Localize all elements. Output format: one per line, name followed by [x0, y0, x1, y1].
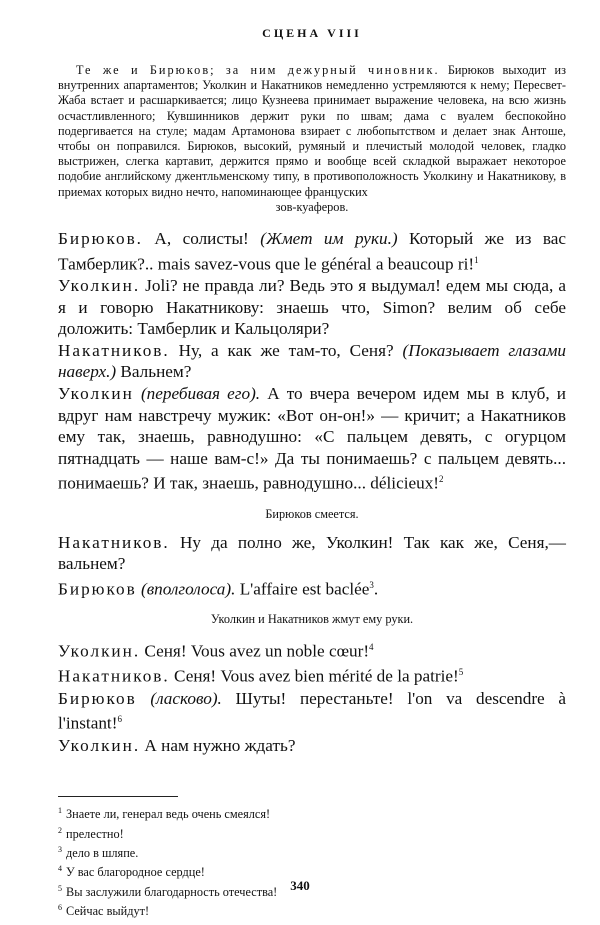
stage-direction-lead: Те же и Бирюков; за ним дежурный чиновник. — [76, 63, 440, 77]
footnote-divider — [58, 796, 178, 797]
speech-line — [58, 228, 566, 275]
footnote-ref: 3 — [369, 579, 374, 590]
speech-text: . — [373, 579, 379, 599]
speech-text: Сеня! Vous avez un noble cœur! — [140, 641, 370, 661]
speech-line — [58, 662, 566, 687]
speech-text — [137, 689, 151, 708]
footnote — [58, 823, 566, 842]
speaker-name: Уколкин. — [58, 735, 141, 755]
speech-line — [58, 688, 566, 735]
speech-text: А то вчера вечером идем мы в клуб, и вдруг нам навстречу мужик: «Вот он-он!» — кричит; а Накатников ему так, знаешь, равнодушно: «С пальцем девять, с огурцом пятнадцать — наше вам-с!» Да ты понимаешь? с пальцем девять... понимаешь? И так, знаешь, равнодушно... délicieux! — [58, 383, 566, 494]
speech-line — [58, 383, 566, 495]
footnote — [58, 900, 566, 919]
speech-text: Joli? не правда ли? Ведь это я выдумал! едем мы сюда, а я и говорю Накатникову: знаешь что, Simon? велим об себе доложить: Тамберлик и Кальцоляри? — [58, 275, 566, 339]
stage-remark: (Показывает глазами наверх.) — [58, 340, 567, 382]
speech-text: Ну, а как же там-то, Сеня? — [169, 340, 403, 360]
stage-direction-last: зов-куаферов. — [275, 199, 349, 214]
stage-line: Бирюков смеется. — [265, 506, 359, 521]
speaker-name: Накатников. — [58, 667, 170, 687]
speech-line — [58, 275, 566, 340]
speech-text: Который же из вас Тамберлик?.. mais savez-vous que le général a beaucoup ri! — [58, 229, 566, 274]
speech-line — [58, 340, 566, 383]
stage-direction — [58, 63, 566, 215]
speech-line — [58, 637, 566, 662]
stage-remark: (ласково). — [150, 688, 222, 708]
speaker-name: Бирюков. — [58, 229, 143, 249]
footnote-text: Сейчас выйдут! — [66, 903, 150, 918]
page-number: 340 — [290, 878, 310, 893]
footnote-ref: 1 — [474, 254, 479, 265]
footnote — [58, 803, 566, 822]
speech-line — [58, 532, 566, 575]
speaker-name: Уколкин. — [58, 641, 141, 661]
speech-text — [134, 384, 141, 403]
speech-text: А нам нужно ждать? — [140, 735, 296, 755]
speech-line — [58, 575, 566, 600]
speaker-name: Бирюков — [58, 579, 137, 599]
speaker-name: Накатников. — [58, 532, 170, 552]
speaker-name: Уколкин — [58, 383, 134, 403]
speaker-name: Накатников. — [58, 340, 170, 360]
footnote-text: Знаете ли, генерал ведь очень смеялся! — [66, 807, 271, 822]
footnote — [58, 842, 566, 861]
speech-text: Ну да полно же, Уколкин! Так как же, Сеня,— вальнем? — [58, 532, 566, 574]
footnote-text: дело в шляпе. — [66, 846, 139, 860]
stage-remark: (вполголоса). — [140, 579, 236, 599]
speech-text: Вальнем? — [116, 362, 192, 382]
footnote-ref: 6 — [117, 714, 122, 725]
stage-line: Уколкин и Накатников жмут ему руки. — [210, 612, 414, 627]
footnotes — [58, 803, 566, 919]
footnote-ref: 4 — [369, 642, 374, 653]
speech-text: Сеня! Vous avez bien mérité de la patrie! — [169, 667, 459, 687]
speech-text: L'affaire est baclée — [235, 579, 370, 599]
footnote-number: 2 — [58, 825, 62, 835]
footnote-number: 4 — [58, 864, 62, 874]
footnote-text: У вас благородное сердце! — [66, 865, 205, 880]
footnote-ref: 5 — [458, 667, 464, 678]
footnote-text: прелестно! — [66, 826, 124, 841]
speaker-name: Уколкин. — [58, 275, 141, 295]
stage-remark: (перебивая его). — [140, 383, 261, 403]
stage-direction-body: Бирюков выходит из внутренних апартаментов; Уколкин и Накатников немедленно устремляются к нему; Пересвет-Жаба встает и расшаркивается; лицо Кузнеева принимает выражение человека, на всю жизнь осчастливленного; Кувшинников держит руки по швам; дама с вуалем беспокойно подергивается на стуле; мадам Артамонова взирает с любопытством и делает знак Антоше, чтобы он поправился. Бирюков, высокий, румяный и плечистый молодой человек, гладко выстрижен, слегка картавит, держится прямо и вообще всей складкой выражает некоторое подобие английскому джентльменскому типу, в противоположность Уколкину и Накатникову, в приемах которых видно нечто, напоминающее француских — [58, 63, 566, 199]
stage-remark: (Жмет им руки.) — [260, 229, 398, 249]
footnote-text: Вы заслужили благодарность отечества! — [66, 884, 278, 899]
speaker-name: Бирюков — [58, 688, 137, 708]
footnote-number: 1 — [58, 806, 62, 816]
speech-text: Шуты! перестаньте! l'on va descendre à l'instant! — [58, 688, 566, 734]
speech-line — [58, 735, 566, 757]
page-content — [58, 26, 566, 919]
footnote-number: 6 — [58, 902, 62, 912]
footnote-ref: 2 — [439, 474, 444, 485]
scene-title: СЦЕНА VIII — [262, 26, 362, 40]
speech-text: А, солисты! — [142, 229, 261, 249]
footnote-number: 5 — [58, 883, 62, 893]
footnote-number: 3 — [58, 844, 62, 854]
